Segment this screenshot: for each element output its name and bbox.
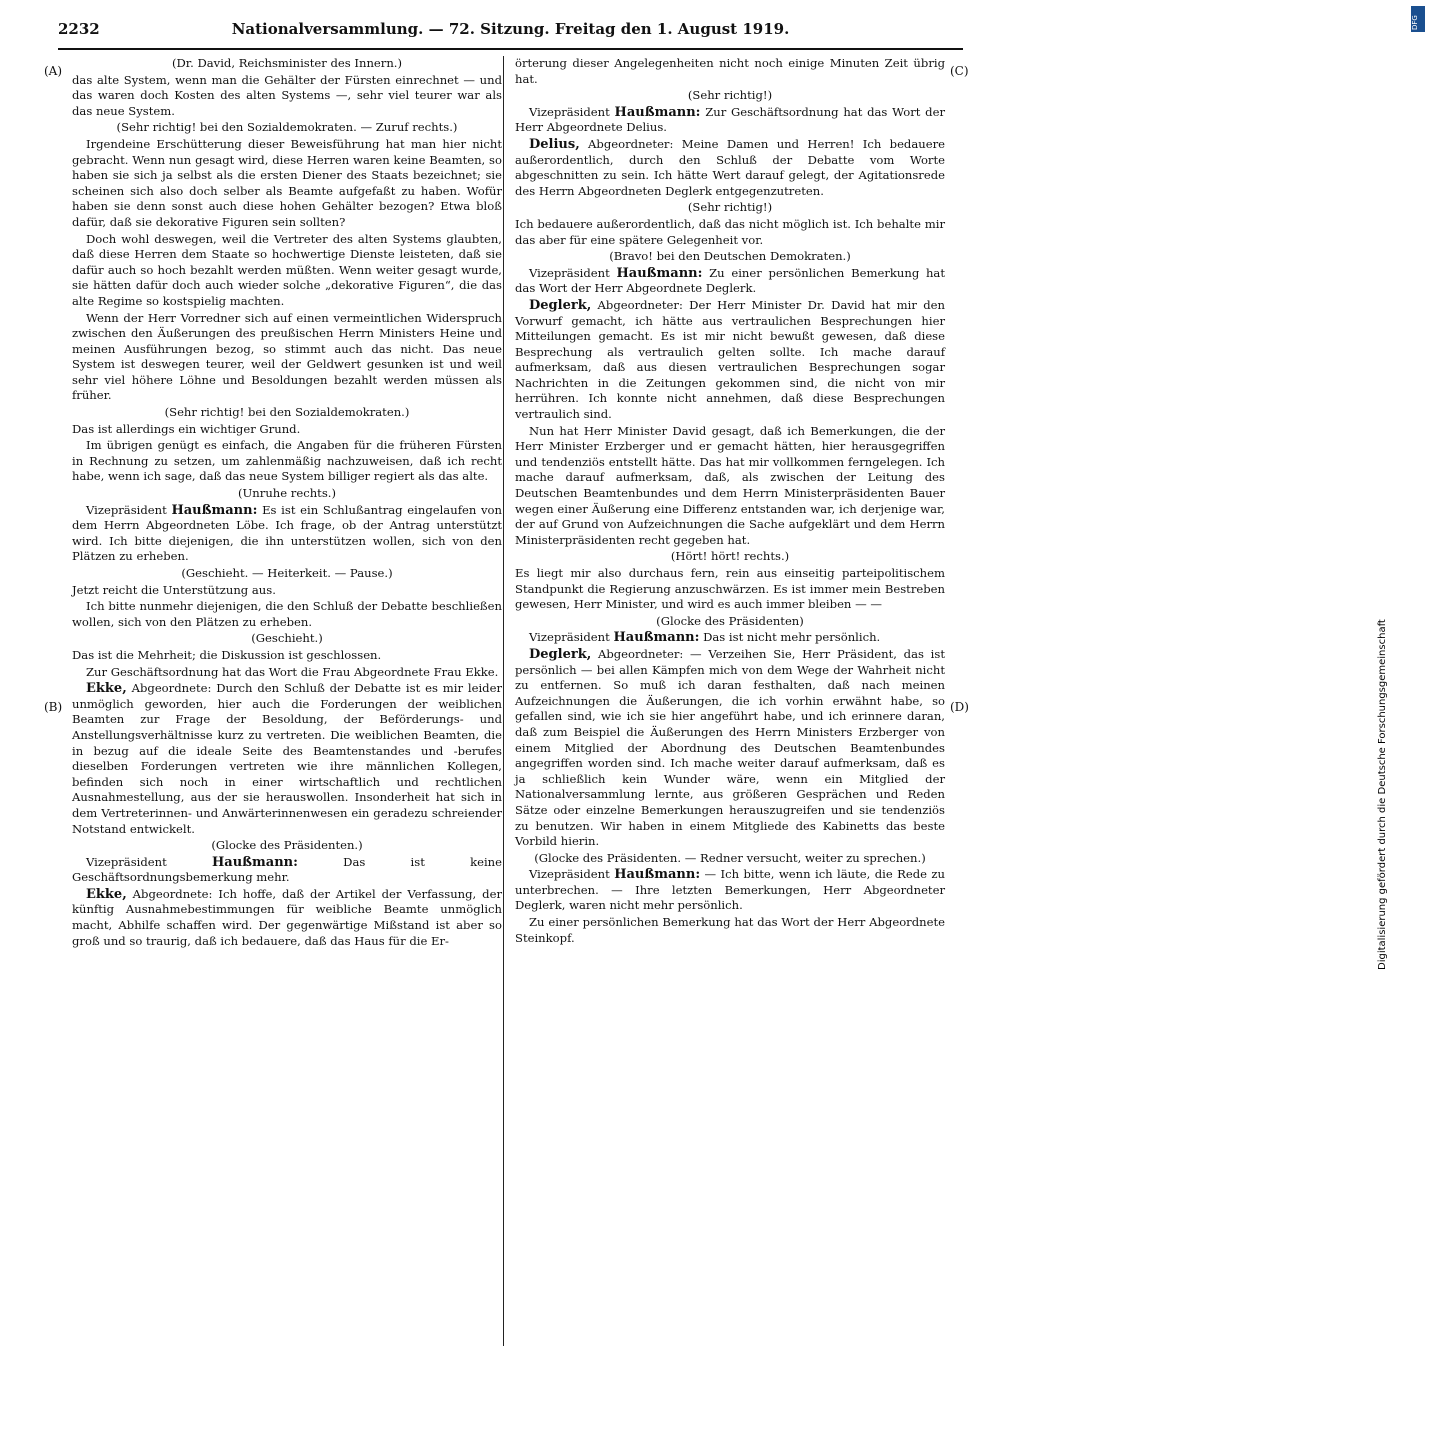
paragraph: Zur Geschäftsordnung hat das Wort die Frau Abgeordnete Frau Ekke. (86, 664, 499, 679)
margin-marker-a: (A) (44, 64, 63, 78)
paragraph: Wenn der Herr Vorredner sich auf einen vermeintlichen Widerspruch zwischen den Äußerungen des preußischen Herrn Ministers Heine und meinen Ausführungen bezog, so stimmt auch das nicht. Das neue System ist deswegen teurer, weil der Geldwert gesunken ist und weil sehr viel höhere Löhne und Besoldungen bezahlt werden müssen als früher. (72, 310, 502, 403)
speech-text: Zu einer persönlichen Bemerkung hat das Wort der Herr Abgeordnete Deglerk. (515, 265, 945, 296)
paragraph: Irgendeine Erschütterung dieser Beweisführung hat man hier nicht gebracht. Wenn nun gesagt wird, diese Herren waren keine Beamten, so haben sie sich ja selbst als die ersten Diener des Staats bezeichnet; sie scheinen sich also doch selber als Beamte aufgefaßt zu haben. Wofür haben sie denn sonst auch diese hohen Gehälter bezogen? Etwa bloß dafür, daß sie dekorative Figuren sein sollten? (72, 136, 502, 229)
speech-text: Abgeordnete: Ich hoffe, daß der Artikel der Verfassung, der künftig Ausnahmebestimmungen für weibliche Beamte unmöglich macht, Abhilfe schaffen wird. Der gegenwärtige Mißstand ist aber so groß und so traurig, daß ich bedauere, daß das Haus für die Er- (72, 886, 502, 948)
speech-text: Abgeordneter: Meine Damen und Herren! Ich bedauere außerordentlich, durch den Schluß der Debatte vom Worte abgeschnitten zu sein. Ich hätte Wert darauf gelegt, der Agitationsrede des Herrn Abgeordneten Deglerk entgegenzutreten. (515, 136, 945, 198)
paragraph (72, 887, 502, 949)
speaker-name: Deglerk, (529, 297, 592, 313)
stage-direction: (Sehr richtig! bei den Sozialdemokraten.) (164, 405, 410, 420)
page-title: Nationalversammlung. — 72. Sitzung. Freitag den 1. August 1919. (231, 20, 790, 38)
paragraph: Im übrigen genügt es einfach, die Angaben für die früheren Fürsten in Rechnung zu setzen, um zahlenmäßig nachzuweisen, daß ich recht habe, wenn ich sage, daß das neue System billiger regiert als das alte. (72, 438, 502, 484)
margin-marker-b: (B) (44, 700, 63, 714)
paragraph (515, 105, 945, 136)
paragraph (515, 266, 945, 297)
paragraph (72, 503, 502, 565)
header-rule (58, 48, 963, 50)
stage-direction: (Geschieht. — Heiterkeit. — Pause.) (181, 566, 393, 580)
stage-direction: (Sehr richtig! bei den Sozialdemokraten. — Zuruf rechts.) (116, 120, 458, 135)
speaker-role: Vizepräsident (529, 104, 615, 119)
page-number: 2232 (58, 20, 100, 38)
speech-text: Das ist nicht mehr persönlich. (699, 630, 881, 645)
speaker-role: Vizepräsident (529, 265, 617, 280)
paragraph (515, 298, 945, 423)
paragraph: Ich bedauere außerordentlich, daß das nicht möglich ist. Ich behalte mir das aber für eine spätere Gelegenheit vor. (515, 216, 945, 247)
speech-text: Abgeordneter: Der Herr Minister Dr. David hat mir den Vorwurf gemacht, ich hätte aus vertraulichen Besprechungen hier Mitteilungen gemacht. Es ist mir nicht bewußt gewesen, daß diese Besprechung als vertraulich gelten sollte. Ich mache darauf aufmerksam, daß aus diesen vertraulichen Besprechungen sogar Nachrichten in die Zeitungen gekommen sind, die nicht von mir herrühren. Ich konnte nicht annehmen, daß diese Besprechungen vertraulich sind. (515, 297, 945, 422)
rotated-sheet (0, 0, 1000, 1000)
margin-marker-d: (D) (950, 700, 969, 714)
funding-text: Digitalisierung gefördert durch die Deutsche Forschungsgemeinschaft (1377, 619, 1388, 970)
stage-direction: (Unruhe rechts.) (238, 486, 336, 501)
speaker-name: Haußmann: (616, 265, 703, 281)
paragraph: Es liegt mir also durchaus fern, rein aus einseitig parteipolitischem Standpunkt die Regierung anzuschwärzen. Es ist immer mein Bestreben gewesen, Herr Minister, und wird es auch immer bleiben — — (515, 566, 945, 612)
paragraph (72, 681, 502, 837)
speaker-name: Haußmann: (212, 854, 298, 870)
paragraph (515, 630, 945, 646)
funding-sidenote (1372, 40, 1392, 970)
speech-text: Zur Geschäftsordnung hat das Wort der Herr Abgeordnete Delius. (515, 104, 945, 135)
paragraph: örterung dieser Angelegenheiten nicht noch einige Minuten Zeit übrig hat. (515, 56, 945, 86)
paragraph (72, 855, 502, 886)
speaker-name: Deglerk, (529, 646, 592, 662)
paragraph (515, 137, 945, 199)
speaker-name: Haußmann: (171, 502, 258, 518)
speaker-name: Haußmann: (614, 104, 701, 120)
paragraph: Jetzt reicht die Unterstützung aus. (72, 582, 276, 597)
stage-direction: (Glocke des Präsidenten) (656, 613, 804, 628)
stage-direction: (Glocke des Präsidenten.) (211, 838, 363, 853)
dfg-logo-text: DFG (1411, 15, 1419, 30)
speech-text: Abgeordnete: Durch den Schluß der Debatte ist es mir leider unmöglich geworden, hier auch die Forderungen der weiblichen Beamten zur Frage der Besoldung, der Beförderungs- und Anstellungsverhältnisse kurz zu vertreten. Die weiblichen Beamten, die in bezug auf die ideale Seite des Beamtenstandes und -berufes dieselben Forderungen vertreten wie ihre männlichen Kollegen, befinden sich noch in einer wirtschaftlich und rechtlichen Ausnahmestellung, aus der sie herauswollen. Insonderheit hat sich in dem Vertreterinnen- und Anwärterinnenwesen ein geradezu schreiender Notstand entwickelt. (72, 681, 502, 836)
speech-text: — Ich bitte, wenn ich läute, die Rede zu unterbrechen. — Ihre letzten Bemerkungen, Herr Abgeordneter Deglerk, waren nicht mehr persönlich. (515, 867, 945, 913)
column-divider (503, 56, 504, 1346)
paragraph: Das ist die Mehrheit; die Diskussion ist geschlossen. (72, 647, 382, 662)
margin-marker-c: (C) (950, 64, 969, 78)
speech-text: Das ist keine Geschäftsordnungsbemerkung mehr. (72, 854, 502, 885)
stage-direction: (Sehr richtig!) (687, 200, 773, 215)
paragraph (515, 647, 945, 850)
speaker-role: Vizepräsident (529, 630, 614, 645)
stage-direction: (Sehr richtig!) (687, 88, 773, 103)
paragraph: Zu einer persönlichen Bemerkung hat das Wort der Herr Abgeordnete Steinkopf. (515, 915, 945, 945)
page-header (58, 20, 963, 44)
paragraph: Doch wohl deswegen, weil die Vertreter des alten Systems glaubten, daß diese Herren dem Staate so hochwertige Dienste leisteten, daß sie dafür auch so hoch bezahlt werden müßten. Wenn weiter gesagt wurde, sie hätten dafür doch auch wieder solche „dekorative Figuren“, die das alte Regime so kostspielig machten. (72, 231, 502, 308)
paragraph: Das ist allerdings ein wichtiger Grund. (72, 421, 301, 436)
speaker-name: Delius, (529, 136, 580, 152)
stage-direction: (Geschieht.) (251, 631, 323, 646)
speaker-name: Haußmann: (613, 630, 700, 646)
paragraph: das alte System, wenn man die Gehälter der Fürsten einrechnet — und das waren doch Kosten des alten Systems —, sehr viel teurer war als das neue System. (72, 72, 502, 118)
speaker-name: Ekke, (86, 886, 127, 902)
stage-direction: (Bravo! bei den Deutschen Demokraten.) (609, 249, 851, 264)
speaker-role: Vizepräsident (86, 502, 172, 517)
speech-text: Es ist ein Schlußantrag eingelaufen von dem Herrn Abgeordneten Löbe. Ich frage, ob der Antrag unterstützt wird. Ich bitte diejenigen, die ihn unterstützen wollen, sich von den Plätzen zu erheben. (72, 502, 502, 564)
speaker-role: Vizepräsident (529, 867, 615, 882)
stage-direction: (Glocke des Präsidenten. — Redner versucht, weiter zu sprechen.) (534, 850, 926, 865)
stage-direction: (Dr. David, Reichsminister des Innern.) (171, 56, 402, 70)
speaker-name: Haußmann: (614, 867, 701, 883)
paragraph (515, 867, 945, 914)
speaker-name: Ekke, (86, 681, 127, 697)
stage-direction: (Hört! hört! rechts.) (670, 549, 790, 564)
paragraph: Nun hat Herr Minister David gesagt, daß ich Bemerkungen, die der Herr Minister Erzberger und er gemacht hätten, hier herausgegriffen und tendenziös entstellt hätte. Das hat mir vollkommen ferngelegen. Ich mache darauf aufmerksam, daß, als zwischen der Leitung des Deutschen Beamtenbundes und dem Herrn Ministerpräsidenten Bauer wegen einer Äußerung eine Differenz entstanden war, ich derjenige war, der auf Grund von Aufzeichnungen die Sache aufgeklärt und dem Herrn Ministerpräsidenten recht gegeben hat. (515, 423, 945, 547)
right-column (515, 56, 945, 947)
paragraph: Ich bitte nunmehr diejenigen, die den Schluß der Debatte beschließen wollen, sich von den Plätzen zu erheben. (72, 599, 502, 629)
speaker-role: Vizepräsident (86, 854, 213, 869)
left-column (72, 56, 502, 950)
dfg-logo (1411, 6, 1425, 32)
speech-text: Abgeordneter: — Verzeihen Sie, Herr Präsident, das ist persönlich — bei allen Kämpfen mich von dem Wege der Wahrheit nicht zu entfernen. So muß ich daran festhalten, daß nach meinen Aufzeichnungen die Äußerungen, die ich vorhin erwähnt habe, so gefallen sind, wie ich sie hier angeführt habe, und ich erinnere daran, daß zum Beispiel die Äußerungen des Herrn Ministers Erzberger von einem Mitglied der Abordnung des Deutschen Beamtenbundes angegriffen worden sind. Ich mache weiter darauf aufmerksam, daß es ja schließlich kein Wunder wäre, wenn ein Mitglied der Nationalversammlung lernte, aus größeren Gesprächen und Reden Sätze oder einzelne Bemerkungen herauszugreifen und sie tendenziös zu benutzen. Wir haben in einem Mitgliede des Kabinetts das beste Vorbild hierin. (515, 646, 945, 849)
